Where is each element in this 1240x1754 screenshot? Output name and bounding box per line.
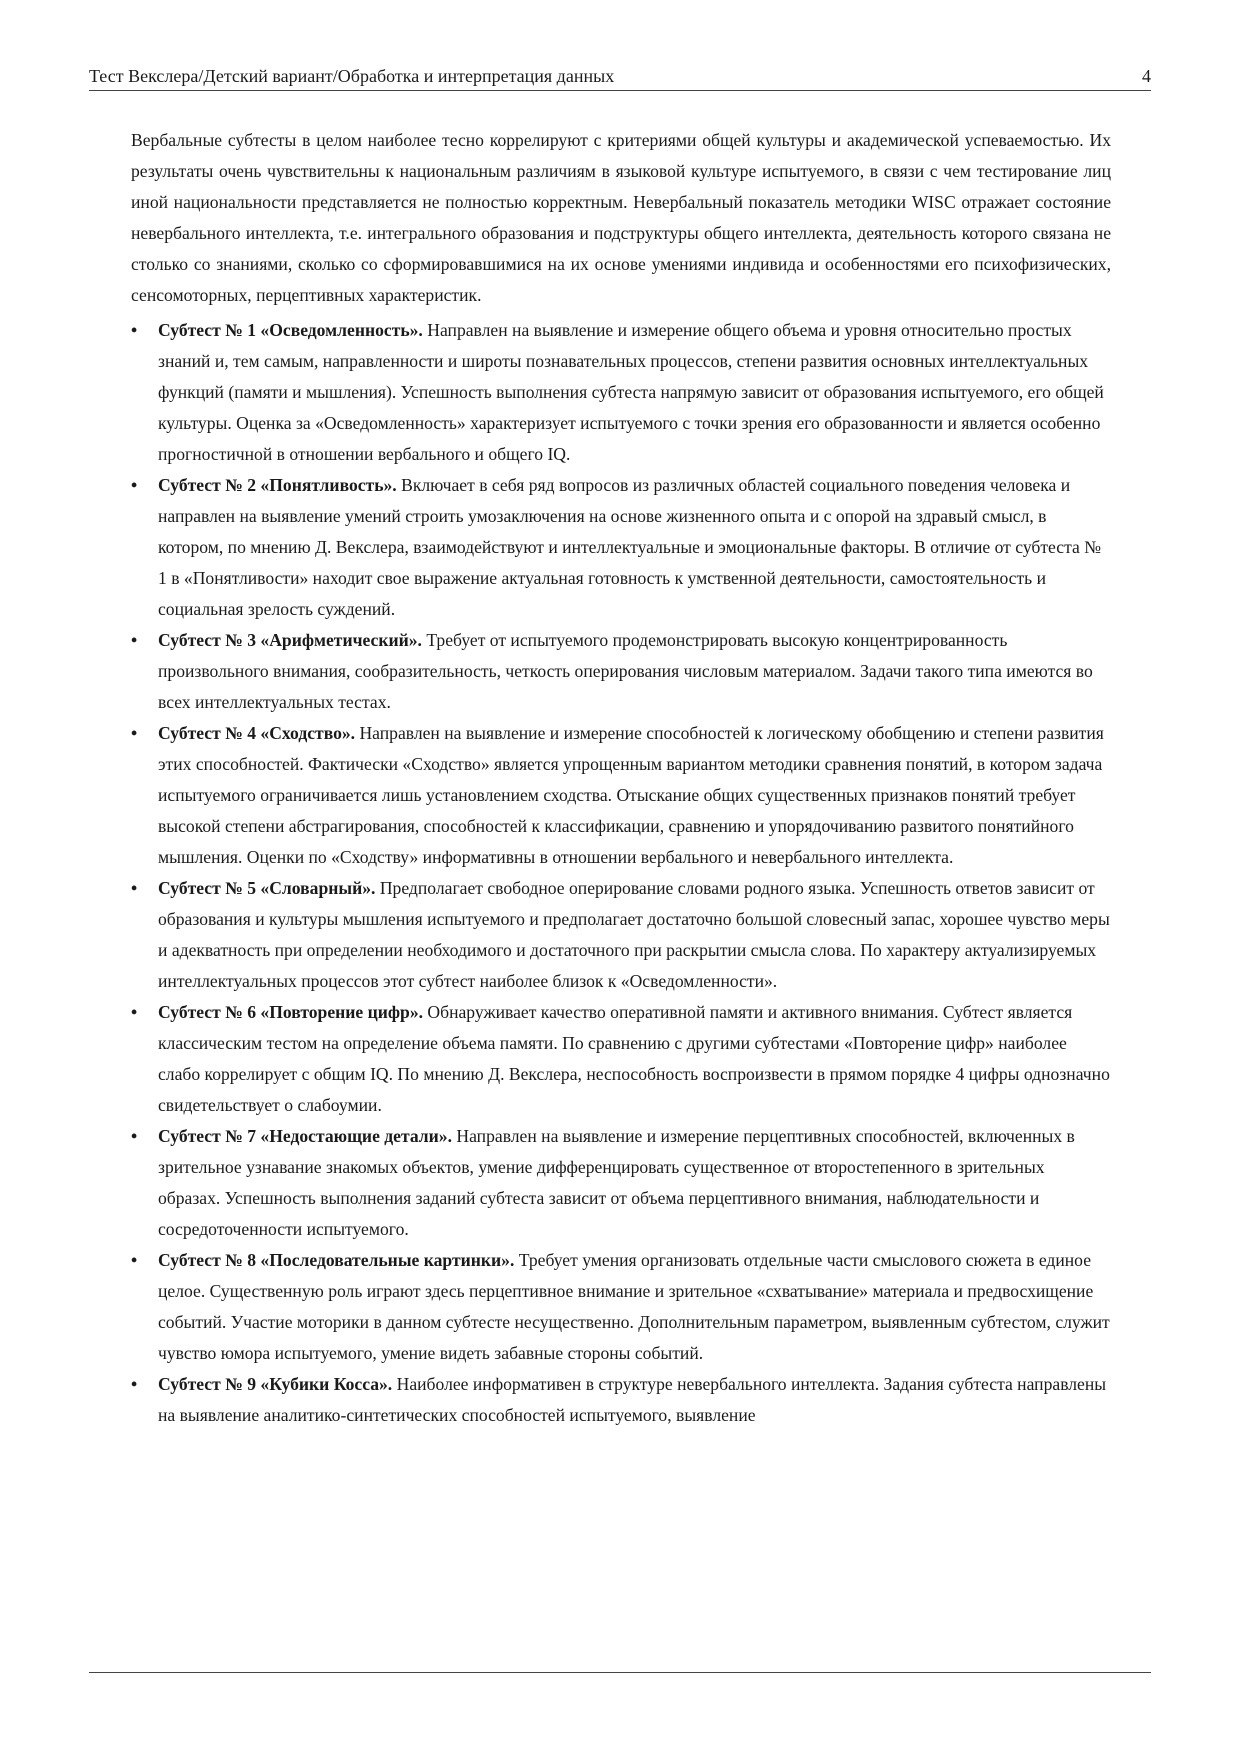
subtest-description: Направлен на выявление и измерение перцептивных способностей, включенных в зрительное узнавание знакомых объектов, умение дифференцировать существенное от второстепенного в зрительных образах. Успешность выполнения заданий субтеста зависит от объема перцептивного внимания, наблюдательности и сосредоточенности испытуемого. xyxy=(158,1126,1075,1239)
subtest-description: Направлен на выявление и измерение способностей к логическому обобщению и степени развития этих способностей. Фактически «Сходство» является упрощенным вариантом методики сравнения понятий, в котором задача испытуемого ограничивается лишь установлением сходства. Отыскание общих существенных признаков понятий требует высокой степени абстрагирования, способностей к классификации, сравнению и упорядочиванию развитого понятийного мышления. Оценки по «Сходству» информативны в отношении вербального и невербального интеллекта. xyxy=(158,723,1104,867)
subtest-title: Субтест № 5 «Словарный». xyxy=(158,878,376,898)
bullet-icon: • xyxy=(131,475,138,495)
page-body xyxy=(131,125,1111,1431)
subtest-title: Субтест № 8 «Последовательные картинки». xyxy=(158,1250,515,1270)
bullet-icon: • xyxy=(131,1374,138,1394)
subtest-title: Субтест № 6 «Повторение цифр». xyxy=(158,1002,424,1022)
list-item xyxy=(131,1245,1111,1369)
list-item xyxy=(131,625,1111,718)
bullet-icon: • xyxy=(131,630,138,650)
bullet-icon: • xyxy=(131,1126,138,1146)
subtest-title: Субтест № 4 «Сходство». xyxy=(158,723,356,743)
subtest-description: Предполагает свободное оперирование словами родного языка. Успешность ответов зависит от образования и культуры мышления испытуемого и предполагает достаточно большой словесный запас, хорошее чувство меры и адекватность при определении необходимого и достаточного при раскрытии смысла слова. По характеру актуализируемых интеллектуальных процессов этот субтест наиболее близок к «Осведомленности». xyxy=(158,878,1110,991)
subtest-description: Требует умения организовать отдельные части смыслового сюжета в единое целое. Существенную роль играют здесь перцептивное внимание и зрительное «схватывание» материала и предвосхищение событий. Участие моторики в данном субтесте несущественно. Дополнительным параметром, выявленным субтестом, служит чувство юмора испытуемого, умение видеть забавные стороны событий. xyxy=(158,1250,1110,1363)
list-item xyxy=(131,718,1111,873)
intro-paragraph: Вербальные субтесты в целом наиболее тесно коррелируют с критериями общей культуры и академической успеваемостью. Их результаты очень чувствительны к национальным различиям в языковой культуре испытуемого, в связи с чем тестирование лиц иной национальности представляется не полностью корректным. Невербальный показатель методики WISC отражает состояние невербального интеллекта, т.е. интегрального образования и подструктуры общего интеллекта, деятельность которого связана не столько со знаниями, сколько со сформировавшимися на их основе умениями индивида и особенностями его психофизических, сенсомоторных, перцептивных характеристик. xyxy=(131,130,1111,305)
subtest-description: Требует от испытуемого продемонстрировать высокую концентрированность произвольного внимания, сообразительность, четкость оперирования числовым материалом. Задачи такого типа имеются во всех интеллектуальных тестах. xyxy=(158,630,1093,712)
list-item xyxy=(131,470,1111,625)
list-item xyxy=(131,873,1111,997)
bullet-icon: • xyxy=(131,1250,138,1270)
footer-divider xyxy=(89,1672,1151,1673)
list-item xyxy=(131,1121,1111,1245)
list-item xyxy=(131,997,1111,1121)
subtest-description: Наиболее информативен в структуре невербального интеллекта. Задания субтеста направлены на выявление аналитико-синтетических способностей испытуемого, выявление xyxy=(158,1374,1107,1425)
subtest-title: Субтест № 1 «Осведомленность». xyxy=(158,320,423,340)
page-header xyxy=(89,62,1151,91)
running-title: Тест Векслера/Детский вариант/Обработка и интерпретация данных xyxy=(89,66,615,86)
subtest-description: Обнаруживает качество оперативной памяти и активного внимания. Субтест является классическим тестом на определение объема памяти. По сравнению с другими субтестами «Повторение цифр» наиболее слабо коррелирует с общим IQ. По мнению Д. Векслера, неспособность воспроизвести в прямом порядке 4 цифры однозначно свидетельствует о слабоумии. xyxy=(158,1002,1110,1115)
list-item xyxy=(131,1369,1111,1431)
list-item xyxy=(131,315,1111,470)
bullet-icon: • xyxy=(131,723,138,743)
subtest-title: Субтест № 7 «Недостающие детали». xyxy=(158,1126,452,1146)
page-number: 4 xyxy=(1142,66,1151,86)
subtest-title: Субтест № 3 «Арифметический». xyxy=(158,630,422,650)
subtest-title: Субтест № 9 «Кубики Косса». xyxy=(158,1374,393,1394)
subtest-list xyxy=(131,315,1111,1431)
subtest-description: Направлен на выявление и измерение общего объема и уровня относительно простых знаний и, тем самым, направленности и широты познавательных процессов, степени развития основных интеллектуальных функций (памяти и мышления). Успешность выполнения субтеста напрямую зависит от образования испытуемого, его общей культуры. Оценка за «Осведомленность» характеризует испытуемого с точки зрения его образованности и является особенно прогностичной в отношении вербального и общего IQ. xyxy=(158,320,1104,464)
bullet-icon: • xyxy=(131,878,138,898)
subtest-description: Включает в себя ряд вопросов из различных областей социального поведения человека и направлен на выявление умений строить умозаключения на основе жизненного опыта и с опорой на здравый смысл, в котором, по мнению Д. Векслера, взаимодействуют и интеллектуальные и эмоциональные факторы. В отличие от субтеста № 1 в «Понятливости» находит свое выражение актуальная готовность к умственной деятельности, самостоятельность и социальная зрелость суждений. xyxy=(158,475,1101,619)
bullet-icon: • xyxy=(131,320,138,340)
bullet-icon: • xyxy=(131,1002,138,1022)
subtest-title: Субтест № 2 «Понятливость». xyxy=(158,475,397,495)
